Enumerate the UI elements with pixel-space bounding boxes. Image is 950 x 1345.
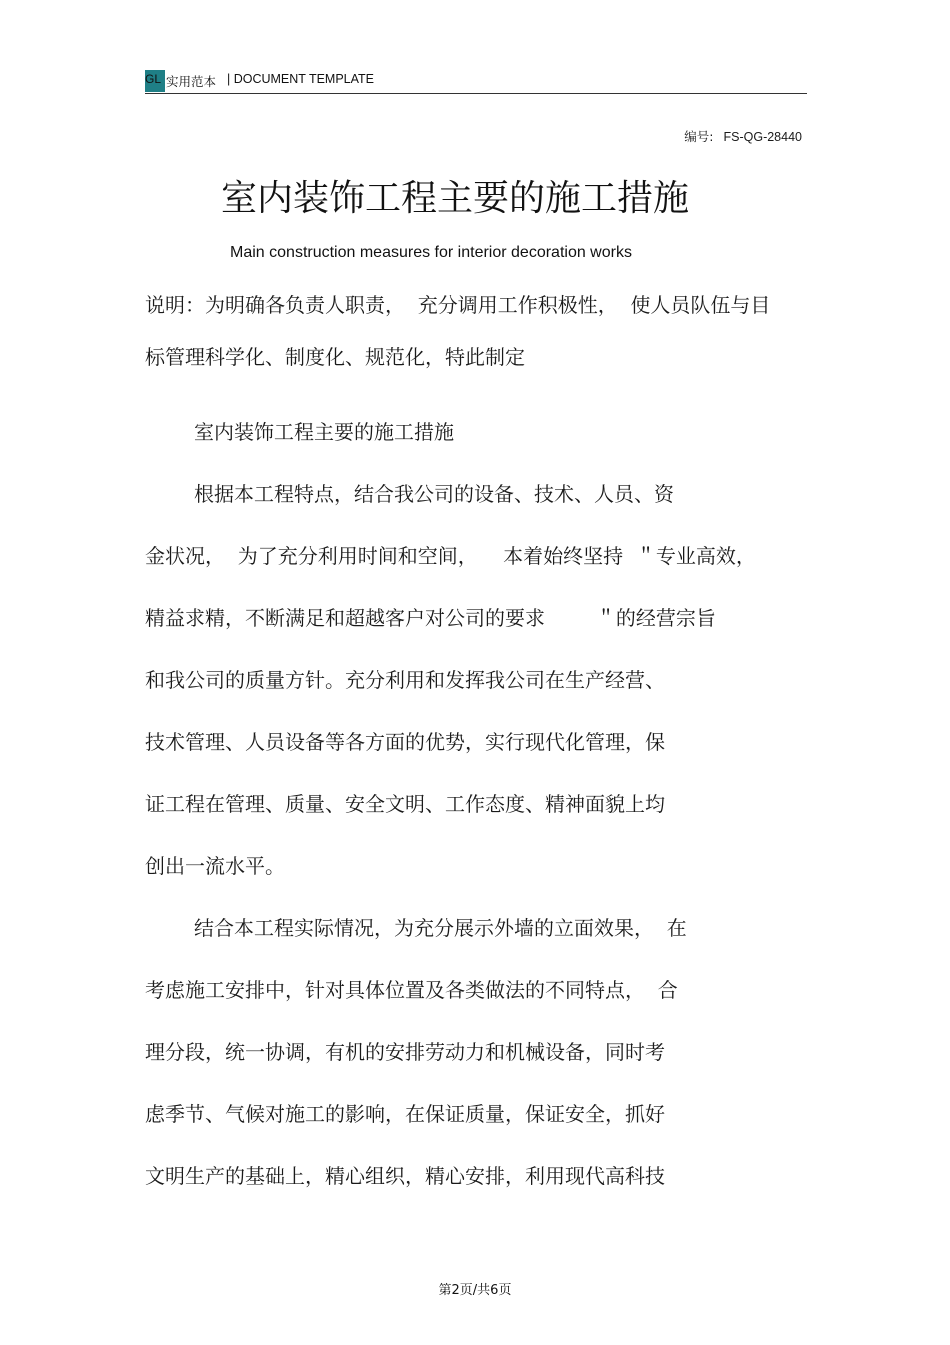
brand-label: 实用范本 (166, 74, 217, 89)
body-line: 考虑施工安排中，针对具体位置及各类做法的不同特点， 合 (145, 978, 678, 1002)
template-label: | DOCUMENT TEMPLATE (227, 72, 375, 86)
body-line: 技术管理、人员设备等各方面的优势，实行现代化管理，保 (145, 730, 665, 754)
body-line: 创出一流水平。 (145, 854, 285, 878)
document-header (145, 70, 807, 94)
body-line: 根据本工程特点，结合我公司的设备、技术、人员、资 (194, 482, 674, 506)
page-title: 室内装饰工程主要的施工措施 (220, 178, 689, 219)
logo-text: GL (145, 72, 162, 86)
page-subtitle: Main construction measures for interior decoration works (230, 244, 632, 261)
body-line: 精益求精，不断满足和超越客户对公司的要求 ＂的经营宗旨 (145, 606, 716, 630)
body-line: 说明：为明确各负责人职责， 充分调用工作积极性， 使人员队伍与目 (145, 293, 771, 317)
page-number: 第2页/共6页 (438, 1283, 512, 1298)
body-line: 证工程在管理、质量、安全文明、工作态度、精神面貌上均 (145, 792, 665, 816)
section-heading: 室内装饰工程主要的施工措施 (194, 420, 454, 444)
document-number-label: 编号: (684, 129, 714, 144)
body-line: 金状况， 为了充分利用时间和空间， 本着始终坚持 ＂专业高效， (145, 544, 756, 568)
document-number (684, 127, 802, 145)
body-line: 理分段，统一协调，有机的安排劳动力和机械设备，同时考 (145, 1040, 665, 1064)
body-line: 标管理科学化、制度化、规范化，特此制定 (145, 345, 525, 369)
body-line: 和我公司的质量方针。充分利用和发挥我公司在生产经营、 (145, 668, 665, 692)
body-line: 虑季节、气候对施工的影响，在保证质量，保证安全，抓好 (145, 1102, 665, 1126)
body-line: 文明生产的基础上，精心组织，精心安排，利用现代高科技 (145, 1164, 665, 1188)
body-line: 结合本工程实际情况，为充分展示外墙的立面效果， 在 (194, 916, 687, 940)
document-number-value: FS-QG-28440 (723, 130, 802, 144)
